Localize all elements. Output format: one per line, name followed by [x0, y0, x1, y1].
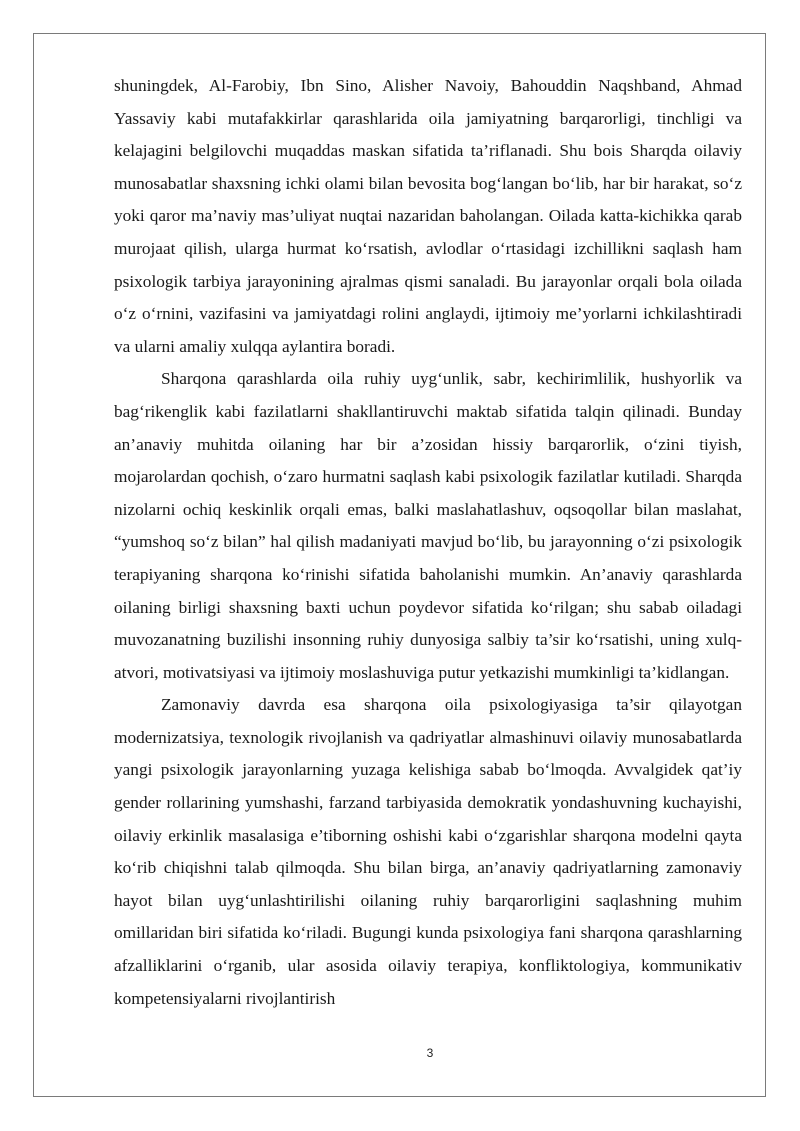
paragraph-eastern-views: Sharqona qarashlarda oila ruhiy uyg‘unlik, sabr, kechirimlilik, hushyorlik va bag‘rikenglik kabi fazilatlarni shakllantiruvchi maktab sifatida talqin qilinadi. Bunday an’anaviy muhitda oilaning har bir a’zosidan hissiy barqarorlik, o‘zini tiyish, mojarolardan qochish, o‘zaro hurmatni saqlash kabi psixologik fazilatlar kutiladi. Sharqda nizolarni ochiq keskinlik orqali emas, balki maslahatlashuv, oqsoqollar bilan maslahat, “yumshoq so‘z bilan” hal qilish madaniyati mavjud bo‘lib, bu jarayonning o‘zi psixologik terapiyaning sharqona ko‘rinishi sifatida baholanishi mumkin. An’anaviy qarashlarda oilaning birligi shaxsning baxti uchun poydevor sifatida ko‘rilgan; shu sabab oiladagi muvozanatning buzilishi insonning ruhiy dunyosiga salbiy ta’sir ko‘rsatishi, uning xulq-atvori, motivatsiyasi va ijtimoiy moslashuviga putur yetkazishi mumkinligi ta’kidlangan. — [114, 369, 742, 682]
paragraph-continuation: shuningdek, Al-Farobiy, Ibn Sino, Alisher Navoiy, Bahouddin Naqshband, Ahmad Yassaviy kabi mutafakkirlar qarashlarida oila jamiyatning barqarorligi, tinchligi va kelajagini belgilovchi muqaddas maskan sifatida ta’riflanadi. Shu bois Sharqda oilaviy munosabatlar shaxsning ichki olami bilan bevosita bog‘langan bo‘lib, har bir harakat, so‘z yoki qaror ma’naviy mas’uliyat nuqtai nazaridan baholangan. Oilada katta-kichikka qarab murojaat qilish, ularga hurmat ko‘rsatish, avlodlar o‘rtasidagi izchillikni saqlash ham psixologik tarbiya jarayonining ajralmas qismi sanaladi. Bu jarayonlar orqali bola oilada o‘z o‘rnini, vazifasini va jamiyatdagi rolini anglaydi, ijtimoiy me’yorlarni ichkilashtiradi va ularni amaliy xulqqa aylantira boradi. — [114, 76, 742, 356]
page-number: 3 — [426, 1046, 434, 1060]
paragraph-modern-era: Zamonaviy davrda esa sharqona oila psixologiyasiga ta’sir qilayotgan modernizatsiya, texnologik rivojlanish va qadriyatlar almashinuvi oilaviy munosabatlarda yangi psixologik jarayonlarning yuzaga kelishiga sabab bo‘lmoqda. Avvalgidek qat’iy gender rollarining yumshashi, farzand tarbiyasida demokratik yondashuvning kuchayishi, oilaviy erkinlik masalasiga e’tiborning oshishi kabi o‘zgarishlar sharqona modelni qayta ko‘rib chiqishni talab qilmoqda. Shu bilan birga, an’anaviy qadriyatlarning zamonaviy hayot bilan uyg‘unlashtirilishi oilaning ruhiy barqarorligini saqlashning muhim omillaridan biri sifatida ko‘riladi. Bugungi kunda psixologiya fani sharqona qarashlarning afzalliklarini o‘rganib, ular asosida oilaviy terapiya, konfliktologiya, kommunikativ kompetensiyalarni rivojlantirish — [114, 695, 742, 1008]
body-text — [114, 70, 742, 1015]
